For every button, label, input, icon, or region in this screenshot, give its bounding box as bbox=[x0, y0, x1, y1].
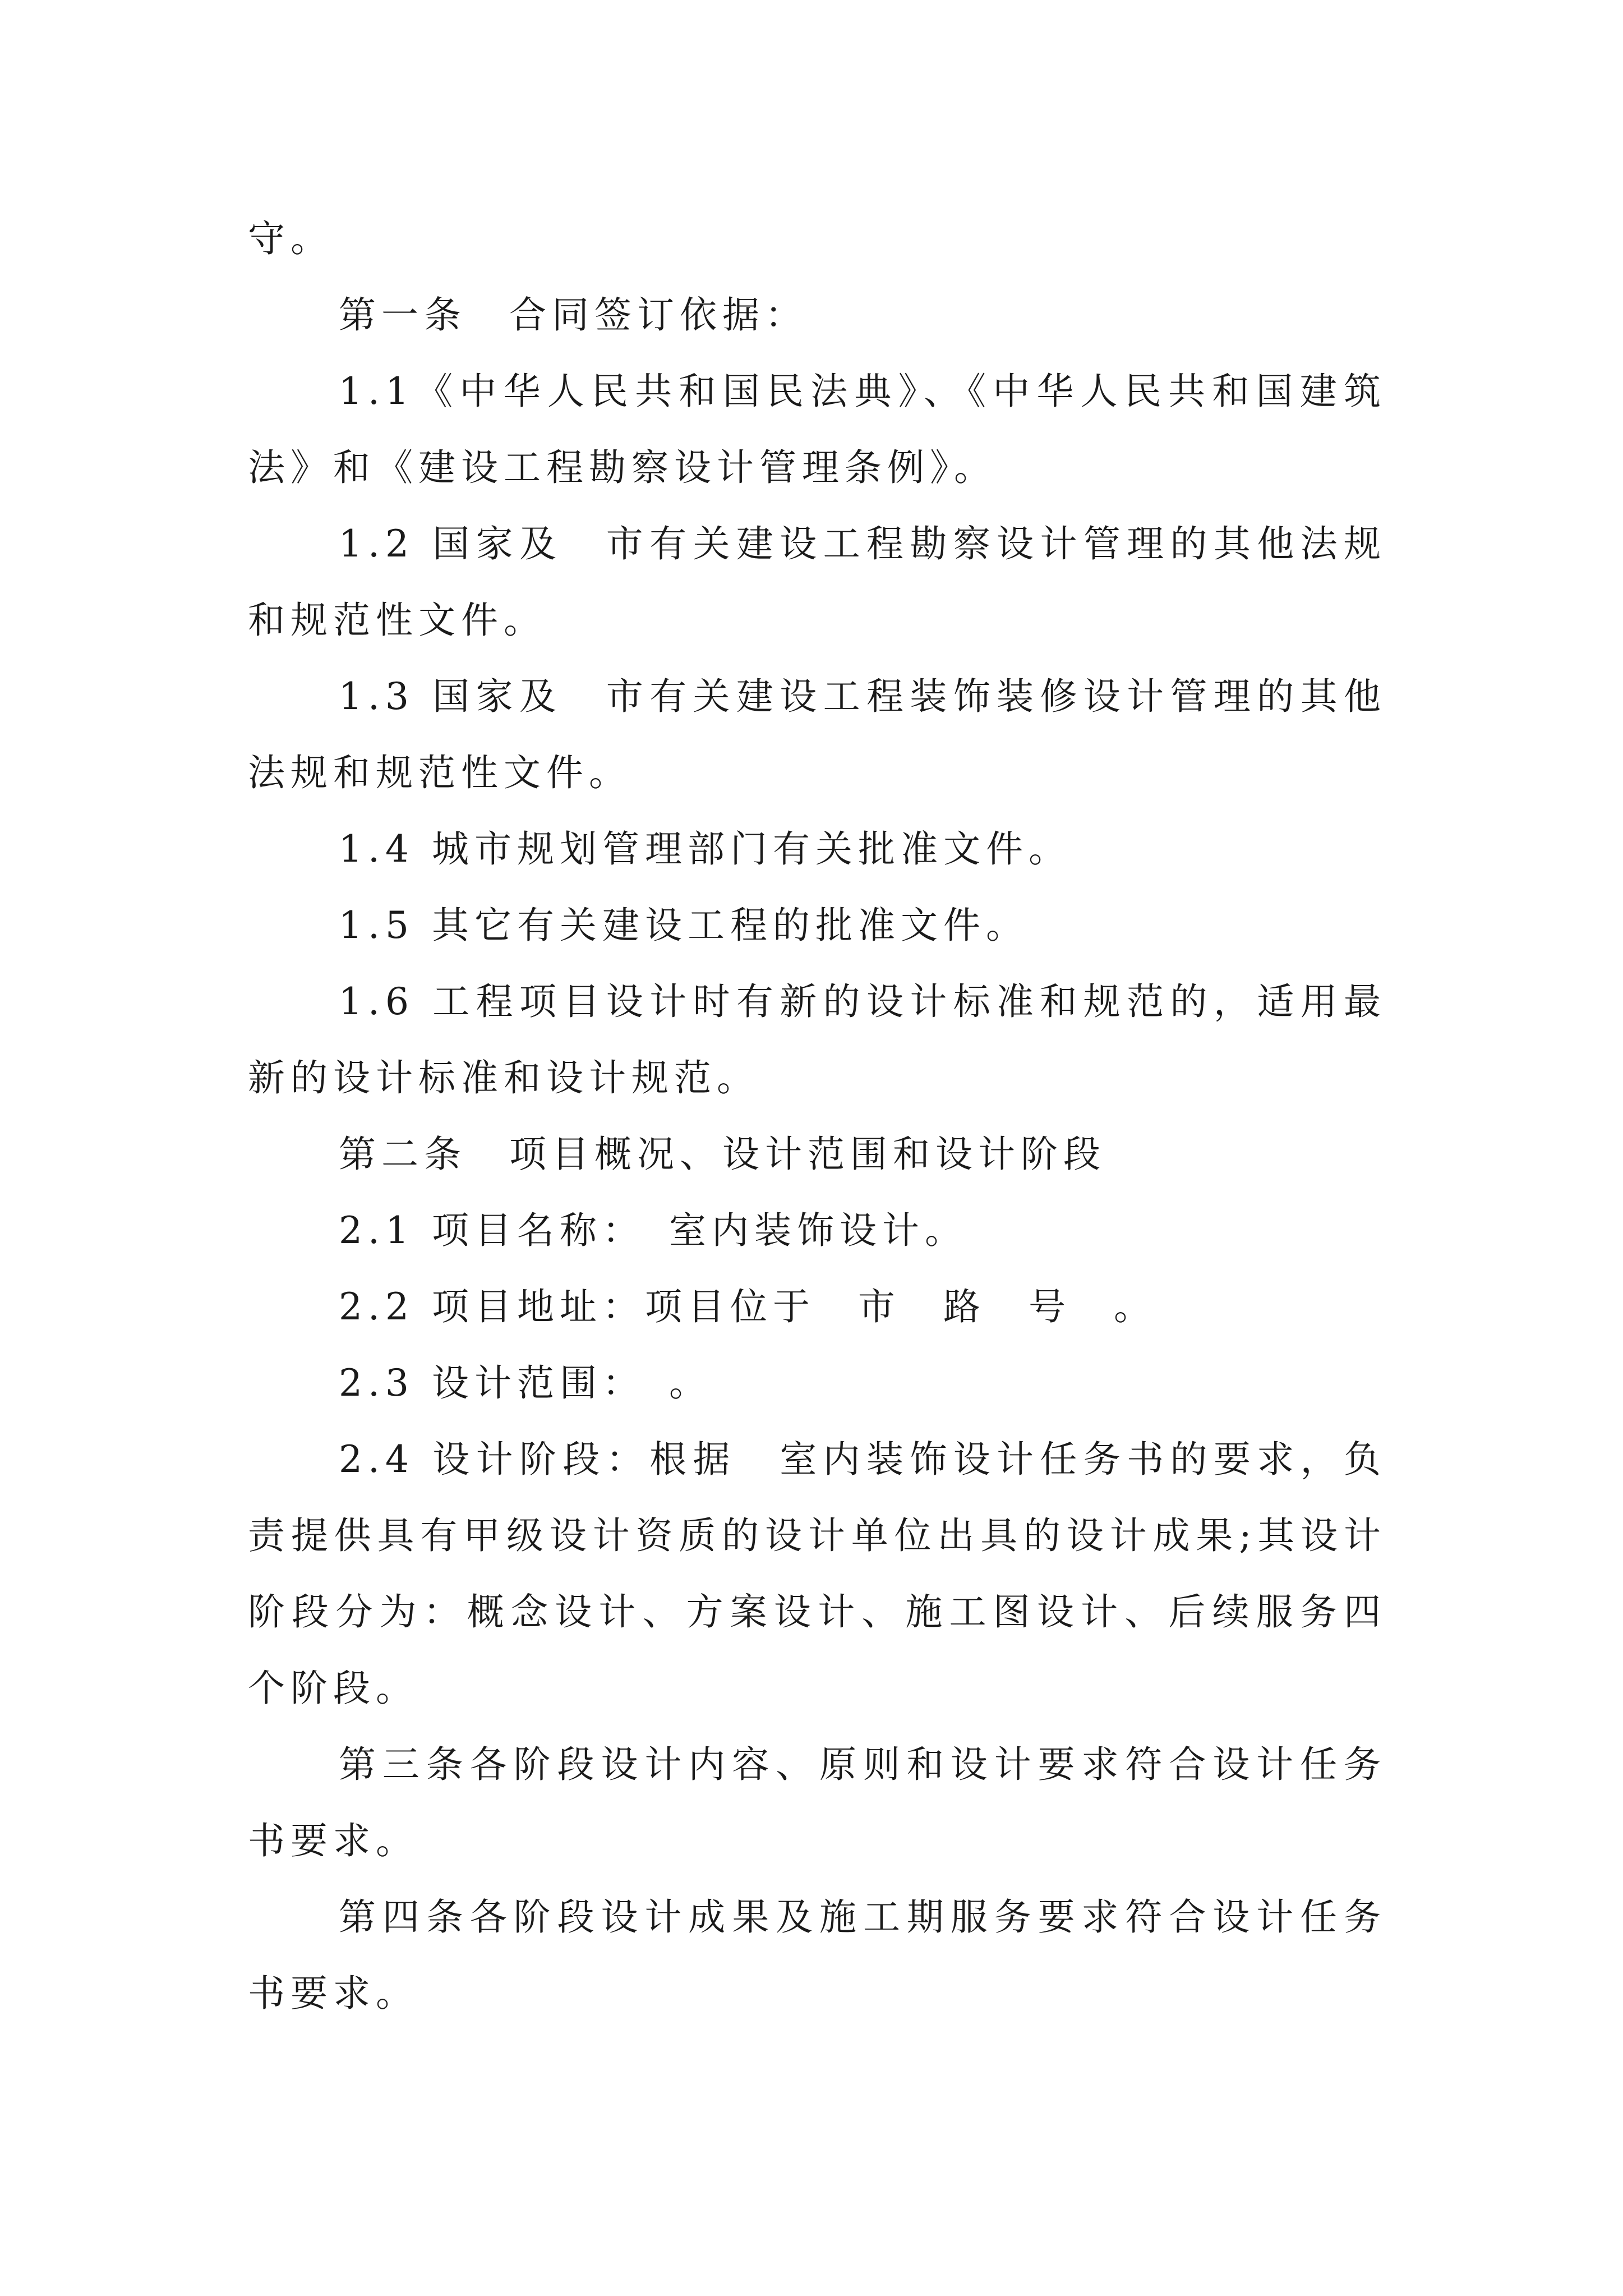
clause-2-1: 2.1 项目名称： 室内装饰设计。 bbox=[339, 1209, 967, 1252]
clause-1-6: 1.6 工程项目设计时有新的设计标准和规范的，适用最新的设计标准和设计规范。 bbox=[248, 980, 1386, 1099]
article-4: 第四条各阶段设计成果及施工期服务要求符合设计任务书要求。 bbox=[248, 1895, 1386, 2015]
clause-1-4: 1.4 城市规划管理部门有关批准文件。 bbox=[339, 827, 1071, 871]
article-2-heading: 第二条 项目概况、设计范围和设计阶段 bbox=[339, 1133, 1106, 1176]
clause-1-2: 1.2 国家及 市有关建设工程勘察设计管理的其他法规和规范性文件。 bbox=[248, 522, 1386, 642]
article-1-heading: 第一条 合同签订依据： bbox=[339, 293, 808, 337]
clause-2-3: 2.3 设计范围： 。 bbox=[339, 1361, 712, 1405]
clause-1-5: 1.5 其它有关建设工程的批准文件。 bbox=[339, 904, 1029, 947]
clause-1-3: 1.3 国家及 市有关建设工程装饰装修设计管理的其他法规和规范性文件。 bbox=[248, 675, 1386, 794]
clause-2-2: 2.2 项目地址：项目位于 市 路 号 。 bbox=[339, 1285, 1156, 1328]
document-body bbox=[248, 201, 1386, 2032]
clause-1-1: 1.1《中华人民共和国民法典》、《中华人民共和国建筑法》和《建设工程勘察设计管理条例》。 bbox=[248, 370, 1386, 489]
article-3: 第三条各阶段设计内容、原则和设计要求符合设计任务书要求。 bbox=[248, 1743, 1386, 1862]
clause-2-4: 2.4 设计阶段：根据 室内装饰设计任务书的要求，负责提供具有甲级设计资质的设计单位出具的设计成果;其设计阶段分为：概念设计、方案设计、施工图设计、后续服务四个阶段。 bbox=[248, 1438, 1386, 1710]
paragraph-continuation: 守。 bbox=[248, 217, 333, 260]
